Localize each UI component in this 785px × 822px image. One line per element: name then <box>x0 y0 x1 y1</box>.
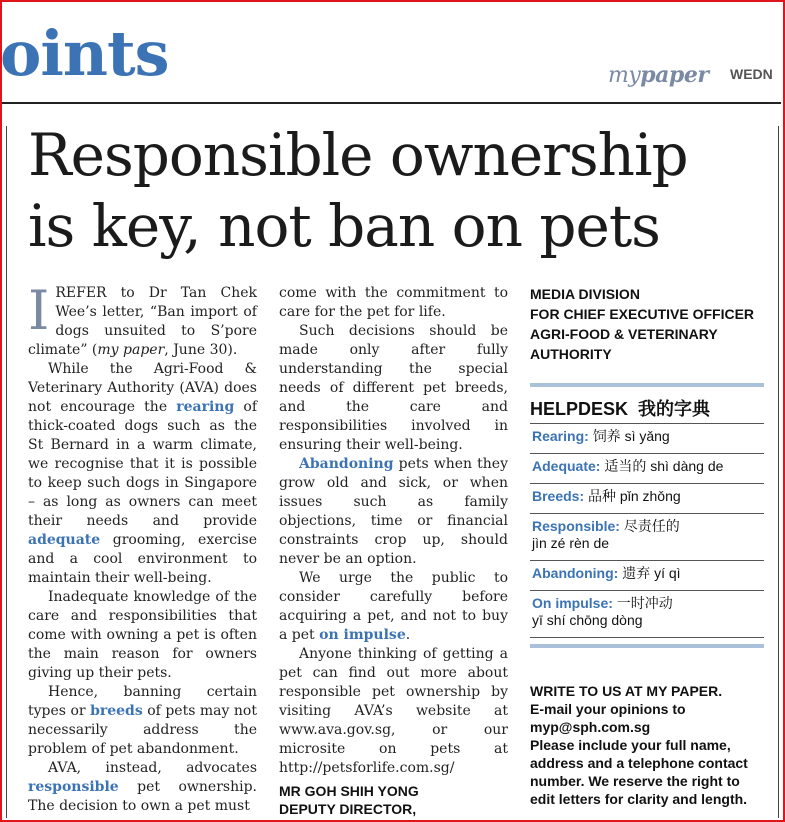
helpdesk-item-on-impulse <box>530 590 764 637</box>
helpdesk-term: On impulse: <box>532 595 613 611</box>
helpdesk-item-adequate <box>530 453 764 483</box>
signer-organisation <box>530 284 764 364</box>
masthead-rule <box>2 102 781 104</box>
helpdesk-term: Rearing: <box>532 428 589 444</box>
signer-name: MR GOH SHIH YONG <box>279 783 419 799</box>
write-us-heading: WRITE TO US AT MY PAPER. <box>530 683 723 699</box>
signer-line-1: MEDIA DIVISION <box>530 286 640 302</box>
keyword-adequate: adequate <box>28 532 101 548</box>
write-us-line-7: edit letters for clarity and length. <box>530 791 748 807</box>
keyword-rearing: rearing <box>176 399 235 415</box>
signer-block <box>530 284 764 364</box>
paragraph-6: come with the commitment to care for the pet for life. <box>279 285 508 320</box>
letter-signature <box>279 782 508 818</box>
helpdesk-term: Abandoning: <box>532 565 619 581</box>
helpdesk-box <box>530 383 764 648</box>
helpdesk-pinyin: sì yǎng <box>624 428 670 444</box>
write-us-line-6: number. We reserve the right to <box>530 773 740 789</box>
paragraph-9-text-a: We urge the public to consider carefully before acquiring a pet, and not to buy a pet <box>279 570 508 643</box>
paragraph-2 <box>28 360 257 588</box>
helpdesk-end-rule <box>530 637 764 644</box>
helpdesk-chinese: 尽责任的 <box>623 518 680 534</box>
helpdesk-term: Responsible: <box>532 518 620 534</box>
helpdesk-chinese: 品种 <box>588 488 617 504</box>
helpdesk-item-responsible <box>530 513 764 560</box>
keyword-responsible: responsible <box>28 779 119 795</box>
signer-title: DEPUTY DIRECTOR, <box>279 801 417 817</box>
source-publication: my paper <box>97 342 165 358</box>
section-heading: oints <box>0 17 169 90</box>
helpdesk-item-breeds <box>530 483 764 513</box>
paragraph-8 <box>279 455 508 569</box>
paragraph-4-text-a: Hence, banning certain types or <box>28 684 257 719</box>
paragraph-1 <box>28 279 257 360</box>
headline-line-2: is key, not ban on pets <box>28 192 660 260</box>
dateline: WEDN <box>730 66 773 82</box>
drop-cap: I <box>28 279 50 342</box>
brand-paper: paper <box>640 62 709 88</box>
helpdesk-term: Breeds: <box>532 488 585 504</box>
paragraph-4 <box>28 683 257 759</box>
helpdesk-chinese: 一时冲动 <box>616 595 673 611</box>
column-rule-right <box>778 126 779 818</box>
helpdesk-pinyin: shì dàng de <box>650 458 724 474</box>
paragraph-2-text-c: grooming, exercise and a cool environment to maintain their well-being. <box>28 532 257 586</box>
keyword-on-impulse: on impulse <box>319 627 406 643</box>
signer-line-3: AGRI-FOOD & VETERINARY <box>530 326 718 342</box>
helpdesk-top-bar <box>530 383 764 387</box>
helpdesk-title <box>530 397 764 423</box>
helpdesk-item-rearing <box>530 423 764 453</box>
paragraph-1-end: , June 30). <box>164 342 238 358</box>
paragraph-5-text-b: pet ownership. The decision to own a pet must <box>28 779 257 814</box>
article-column-1 <box>28 279 257 816</box>
helpdesk-chinese: 饲养 <box>592 428 621 444</box>
signer-line-4: AUTHORITY <box>530 346 612 362</box>
article-headline <box>28 120 768 262</box>
paragraph-7: Such decisions should be made only after fully understanding the special needs of different pet breeds, and the care and responsibilities involved in ensuring their well-being. <box>279 323 508 453</box>
write-us-line-4: Please include your full name, <box>530 737 731 753</box>
paragraph-2-text-b: of thick-coated dogs such as the St Bernard in a warm climate, we recognise that it is possible to keep such dogs in Singapore – as long as owners can meet their needs and provide <box>28 399 257 529</box>
paragraph-9-text-b: . <box>405 627 411 643</box>
paragraph-3: Inadequate knowledge of the care and responsibilities that come with owning a pet is often the main reason for owners giving up their pets. <box>28 589 257 681</box>
write-to-us-box <box>530 682 770 808</box>
brand-logo <box>608 62 708 88</box>
helpdesk-pinyin: yī shí chōng dòng <box>532 612 643 628</box>
helpdesk-title-en: HELPDESK <box>530 399 629 419</box>
write-us-line-2: E-mail your opinions to <box>530 701 686 717</box>
helpdesk-bottom-bar <box>530 644 764 648</box>
paragraph-9 <box>279 569 508 645</box>
helpdesk-term: Adequate: <box>532 458 601 474</box>
write-us-line-5: address and a telephone contact <box>530 755 748 771</box>
keyword-breeds: breeds <box>90 703 143 719</box>
write-us-email: myp@sph.com.sg <box>530 719 651 735</box>
paragraph-8-text: pets when they grow old and sick, or when issues such as family objections, time or financial constraints crop up, should never be an option. <box>279 456 508 567</box>
column-rule-left <box>6 126 7 818</box>
paragraph-2-text-a: While the Agri-Food & Veterinary Authority (AVA) does not encourage the <box>28 361 257 415</box>
helpdesk-chinese: 适当的 <box>604 458 647 474</box>
helpdesk-pinyin: yí qì <box>654 565 681 581</box>
helpdesk-pinyin: pǐn zhǒng <box>619 488 681 504</box>
article-column-2 <box>279 284 508 818</box>
paragraph-4-text-b: of pets may not necessarily address the problem of pet abandonment. <box>28 703 257 757</box>
helpdesk-pinyin: jìn zé rèn de <box>532 535 610 551</box>
paragraph-5 <box>28 759 257 816</box>
signer-line-2: FOR CHIEF EXECUTIVE OFFICER <box>530 306 755 322</box>
keyword-abandoning: Abandoning <box>299 456 394 472</box>
paragraph-1-text: REFER to Dr Tan Chek Wee’s letter, “Ban import of dogs unsuited to S’pore climate” ( <box>28 285 257 358</box>
headline-line-1: Responsible ownership <box>28 121 688 189</box>
helpdesk-chinese: 遗弃 <box>622 565 651 581</box>
paragraph-10: Anyone thinking of getting a pet can find out more about responsible pet ownership by visiting AVA’s website at www.ava.gov.sg, or our microsite on pets at http://petsforlife.com.sg/ <box>279 646 508 776</box>
helpdesk-title-zh: 我的字典 <box>638 399 711 419</box>
paragraph-5-text-a: AVA, instead, advocates <box>48 760 257 776</box>
helpdesk-item-abandoning <box>530 560 764 590</box>
brand-my: my <box>608 63 641 88</box>
